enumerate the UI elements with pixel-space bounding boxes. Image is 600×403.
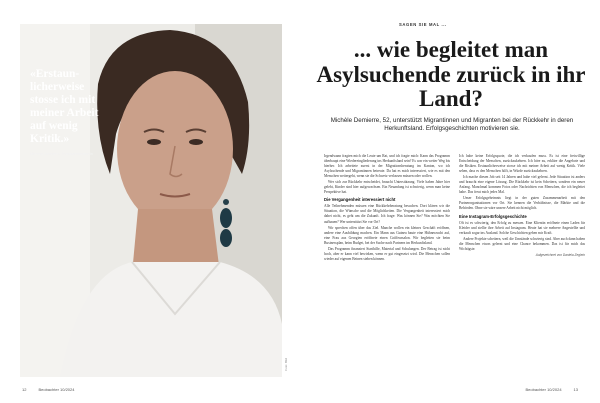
paragraph: Unser Erfolgsgeheimnis liegt in der guten Zusammenarbeit mit den Partnerorganisationen vor Ort. Sie kennen die Verhältnisse, die Märkte und die Behörden. Ohne sie wäre unsere Arbeit nicht möglich. [459, 196, 585, 211]
paragraph: Wir sprechen offen über das Ziel. Manche wollen ein kleines Geschäft eröffnen, andere eine Ausbildung machen. Ein Mann aus Guinea baute eine Hühnerzucht auf, eine Frau aus Georgien eröffnete einen Coiffeursalon. Wir begleiten sie beim Businessplan, beim Budget, bei der Suche nach Partnern im Herkunftsland. [324, 225, 450, 245]
page-number-right: 13 [573, 387, 578, 392]
paragraph: Oft ist es schwierig, den Erfolg zu messen. Eine Klientin eröffnete einen Laden für Kleider und stellte ihre Arbeit auf Instagram. Heute hat sie mehrere Angestellte und verkauft sogar ins Ausland. Solche Geschichten geben mir Kraft. [459, 220, 585, 235]
subheading: Eine Instagram-Erfolgsgeschichte [459, 213, 527, 219]
pull-quote-author: Michèle Demierre, Rückkehrberaterin [30, 152, 93, 156]
photo-credit: Foto: Bild [284, 358, 288, 371]
subheading: Die Vergangenheit interessiert nicht [324, 197, 396, 203]
paragraph: Andere Projekte scheitern, weil die Umstände schwierig sind. Aber auch dann haben die Menschen etwas gelernt und eine Chance bekommen. Das ist für mich das Wichtigste. [459, 236, 585, 251]
article-lead: Michèle Demierre, 52, unterstützt Migrantinnen und Migranten bei der Rückkehr in deren Herkunftsland. Erfolgsgeschichten motivieren sie. [330, 117, 574, 132]
paragraph: Alle Teilnehmenden müssen eine Rückkehrberatung besuchen. Dort klären wir die Situation, die Wünsche und die Möglichkeiten. Die Vergangenheit interessiert mich dabei nicht, es geht um die Zukunft. Ich frage: Was können Sie? Was möchten Sie aufbauen? Wer unterstützt Sie vor Ort? [324, 204, 450, 224]
body-column-1 [324, 154, 450, 263]
section-kicker: SAGEN SIE MAL ... [399, 22, 447, 27]
body-column-2 [459, 154, 585, 258]
article-headline: ... wie begleitet man Asylsuchende zurück in ihr Land? [316, 37, 586, 111]
folio-right [526, 387, 578, 392]
paragraph: Ich habe keine Erfolgsquote, die ich verkaufen muss. Es ist eine freiwillige Entscheidung der Menschen, zurückzukehren. Ich höre zu, erkläre die Angebote und die Risiken. Erstaunlicherweise stosse ich mit meiner Arbeit auf wenig Kritik. Viele sehen, dass es den Menschen hilft, in Würde zurückzukehren. [459, 154, 585, 174]
page-number-left: 12 [22, 387, 27, 392]
folio-left [22, 387, 74, 392]
paragraph: Das Programm finanziert Starthilfe, Material und Schulungen. Der Betrag ist nicht hoch, aber er kann viel bewirken, wenn er gut eingesetzt wird. Die Menschen sollen wieder auf eigenen Beinen stehen können. [324, 246, 450, 261]
article-byline: Aufgezeichnet von Daniela Zeglein [535, 252, 585, 257]
magazine-issue-left: Beobachter 10/2024 [38, 387, 75, 392]
paragraph: Irgendwann fragten mich die Leute um Rat, und ich fragte mich: Kann das Programm überhaupt eine Wiedereingliederung ins Herkunftsland sein? Es war ein weiter Weg bis hierher. Ich arbeitete zuerst in der Migrationsberatung im Kanton, wo ich Asylsuchende und Migrantinnen betreute. Da hat es mich interessiert, wie es mit den Menschen weitergeht, wenn sie die Schweiz verlassen müssen oder wollen. [324, 154, 450, 179]
pull-quote: «Erstaun-licherweise stosse ich mit meiner Arbeit auf wenig Kritik.» [30, 68, 99, 145]
magazine-issue-right: Beobachter 10/2024 [525, 387, 562, 392]
paragraph: Wer sich zur Rückkehr entscheidet, braucht Unterstützung. Viele haben Jahre hier gelebt, Kinder sind hier aufgewachsen. Ein Neuanfang ist schwierig, wenn man keine Perspektive hat. [324, 180, 450, 195]
paragraph: Ich mache diesen Job seit 14 Jahren und habe viel gelernt. Jede Situation ist anders und braucht eine eigene Lösung. Die Rückkehr ist kein Scheitern, sondern ein neuer Anfang. Manchmal kommen Fotos oder Nachrichten von Menschen, die ich begleitet habe. Das freut mich jedes Mal. [459, 175, 585, 195]
